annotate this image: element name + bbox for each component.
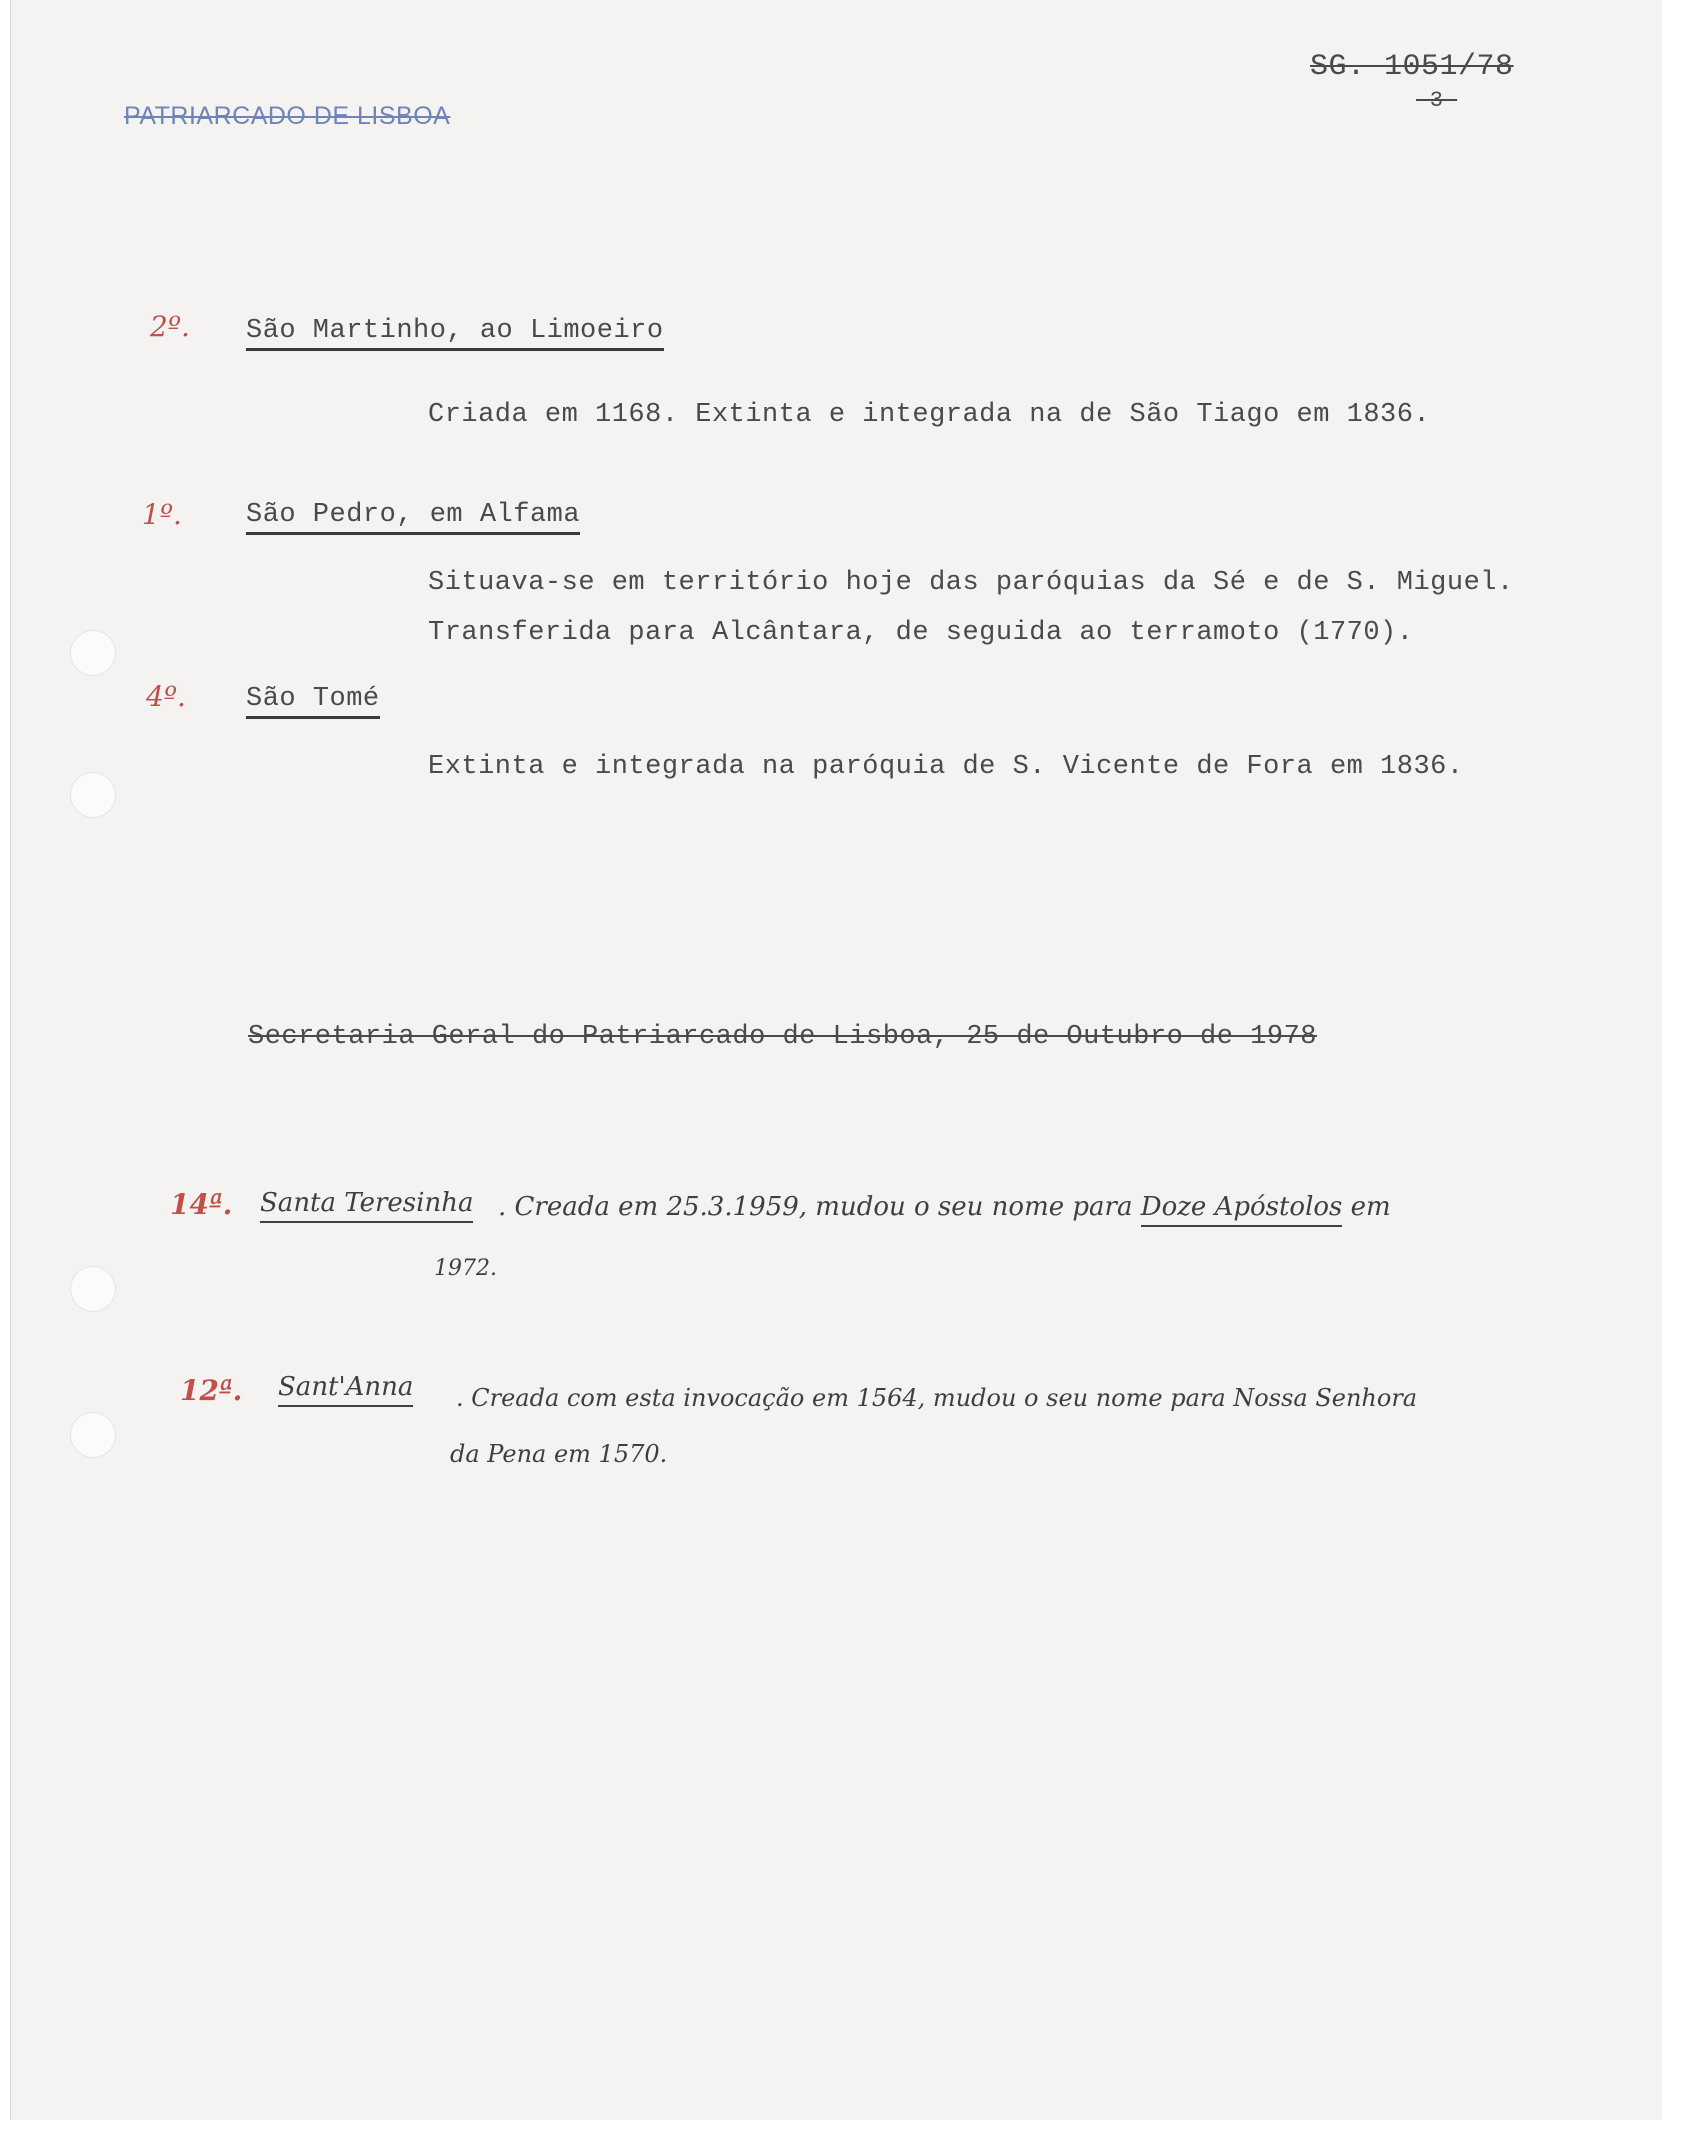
note-text-line: . Creada com esta invocação em 1564, mudou o seu nome para Nossa Senhora (456, 1384, 1418, 1412)
entry-title: São Tomé (246, 684, 380, 719)
entry-text-line: Criada em 1168. Extinta e integrada na de São Tiago em 1836. (428, 400, 1431, 430)
entry-order-number: 4º. (146, 680, 186, 713)
note-order-number: 14ª. (170, 1188, 233, 1221)
document-page (10, 0, 1662, 2120)
office-stamp: PATRIARCADO DE LISBOA (124, 102, 451, 130)
note-text-line: da Pena em 1570. (450, 1440, 668, 1468)
entry-text-line: Extinta e integrada na paróquia de S. Vicente de Fora em 1836. (428, 752, 1464, 782)
note-text-segment: em (1342, 1192, 1391, 1222)
note-title: Santa Teresinha (260, 1188, 473, 1223)
note-text-line (498, 1192, 1391, 1222)
note-title: Sant'Anna (278, 1372, 413, 1407)
entry-text-line: Situava-se em território hoje das paróquias da Sé e de S. Miguel. (428, 568, 1514, 598)
page-number: -3- (1416, 88, 1458, 113)
note-order-number: 12ª. (180, 1374, 243, 1407)
note-text-line: 1972. (434, 1256, 497, 1281)
entry-order-number: 2º. (150, 310, 190, 343)
entry-text-line: Transferida para Alcântara, de seguida ao terramoto (1770). (428, 618, 1414, 648)
note-text-segment: . Creada em 25.3.1959, mudou o seu nome para (498, 1192, 1141, 1222)
binder-hole-3 (70, 1266, 116, 1312)
entry-order-number: 1º. (142, 498, 182, 531)
binder-hole-4 (70, 1412, 116, 1458)
binder-hole-2 (70, 772, 116, 818)
entry-title: São Pedro, em Alfama (246, 500, 580, 535)
note-text-underlined: Doze Apóstolos (1141, 1192, 1343, 1227)
signature-line: Secretaria Geral do Patriarcado de Lisboa, 25 de Outubro de 1978 (248, 1022, 1317, 1052)
binder-hole-1 (70, 630, 116, 676)
entry-title: São Martinho, ao Limoeiro (246, 316, 664, 351)
reference-number: SG. 1051/78 (1310, 50, 1514, 84)
